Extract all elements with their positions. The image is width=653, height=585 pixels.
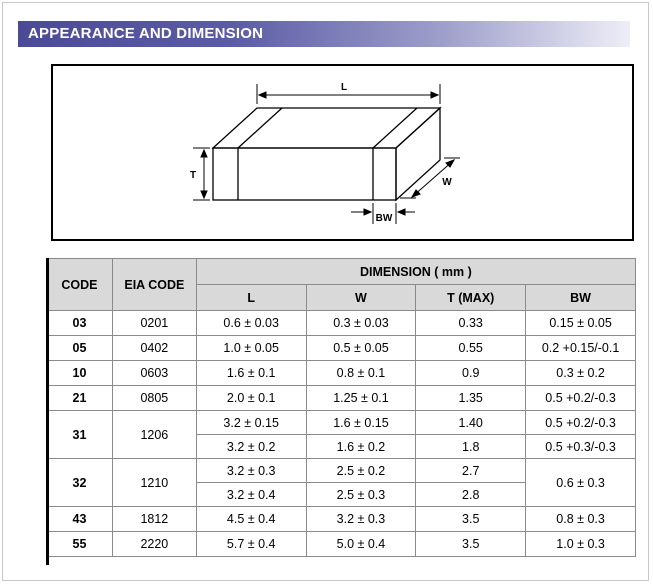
t-cell: 0.9 [416,361,526,386]
w-cell: 1.6 ± 0.15 [306,411,416,435]
l-cell: 3.2 ± 0.4 [196,483,306,507]
code-cell: 43 [47,507,113,532]
eia-cell: 0603 [112,361,196,386]
label-bw: BW [375,213,393,224]
chip-top-face [213,108,440,148]
header-code: CODE [47,259,113,311]
bw-cell: 0.5 +0.2/-0.3 [526,411,636,435]
code-cell: 21 [47,386,113,411]
code-cell: 03 [47,311,113,336]
l-cell: 3.2 ± 0.2 [196,435,306,459]
eia-cell: 1210 [112,459,196,507]
w-cell: 2.5 ± 0.2 [306,459,416,483]
table-row [47,411,636,435]
eia-cell: 1812 [112,507,196,532]
bw-cell: 1.0 ± 0.3 [526,532,636,557]
w-cell: 0.5 ± 0.05 [306,336,416,361]
header-l: L [196,285,306,311]
bw-cell: 0.3 ± 0.2 [526,361,636,386]
eia-cell: 2220 [112,532,196,557]
code-cell: 05 [47,336,113,361]
chip-drawing [53,66,632,239]
code-cell: 10 [47,361,113,386]
code-cell: 31 [47,411,113,459]
table-row [47,336,636,361]
bw-cell: 0.8 ± 0.3 [526,507,636,532]
l-cell: 5.7 ± 0.4 [196,532,306,557]
t-cell: 1.8 [416,435,526,459]
t-cell: 1.35 [416,386,526,411]
label-t: T [189,170,197,181]
header-dimension: DIMENSION ( mm ) [196,259,635,285]
w-cell: 1.25 ± 0.1 [306,386,416,411]
bw-cell: 0.5 +0.3/-0.3 [526,435,636,459]
l-cell: 3.2 ± 0.15 [196,411,306,435]
w-cell: 3.2 ± 0.3 [306,507,416,532]
t-cell: 0.55 [416,336,526,361]
l-cell: 1.6 ± 0.1 [196,361,306,386]
l-cell: 3.2 ± 0.3 [196,459,306,483]
l-cell: 1.0 ± 0.05 [196,336,306,361]
section-title: APPEARANCE AND DIMENSION [28,25,264,42]
w-cell: 2.5 ± 0.3 [306,483,416,507]
table-row [47,386,636,411]
chip-front-face [213,148,396,200]
w-cell: 0.8 ± 0.1 [306,361,416,386]
table-row [47,507,636,532]
bw-cell: 0.6 ± 0.3 [526,459,636,507]
header-w: W [306,285,416,311]
t-cell: 2.7 [416,459,526,483]
header-eia-code: EIA CODE [112,259,196,311]
t-cell: 3.5 [416,507,526,532]
code-cell: 55 [47,532,113,557]
label-l: L [340,82,348,93]
label-w: W [442,177,452,188]
eia-cell: 0402 [112,336,196,361]
header-t: T (MAX) [416,285,526,311]
table-row [47,532,636,557]
eia-cell: 1206 [112,411,196,459]
l-cell: 0.6 ± 0.03 [196,311,306,336]
bw-cell: 0.2 +0.15/-0.1 [526,336,636,361]
code-cell: 32 [47,459,113,507]
t-cell: 3.5 [416,532,526,557]
w-cell: 5.0 ± 0.4 [306,532,416,557]
l-cell: 2.0 ± 0.1 [196,386,306,411]
t-cell: 2.8 [416,483,526,507]
chip-diagram [51,64,634,241]
eia-cell: 0805 [112,386,196,411]
w-cell: 1.6 ± 0.2 [306,435,416,459]
table-row [47,361,636,386]
section-banner [18,21,630,47]
l-cell: 4.5 ± 0.4 [196,507,306,532]
table-row [47,459,636,483]
w-cell: 0.3 ± 0.03 [306,311,416,336]
t-cell: 1.40 [416,411,526,435]
table-left-rule [46,258,49,565]
bw-cell: 0.5 +0.2/-0.3 [526,386,636,411]
header-bw: BW [526,285,636,311]
eia-cell: 0201 [112,311,196,336]
bw-cell: 0.15 ± 0.05 [526,311,636,336]
t-cell: 0.33 [416,311,526,336]
table-row [47,311,636,336]
dimension-table [46,258,636,557]
